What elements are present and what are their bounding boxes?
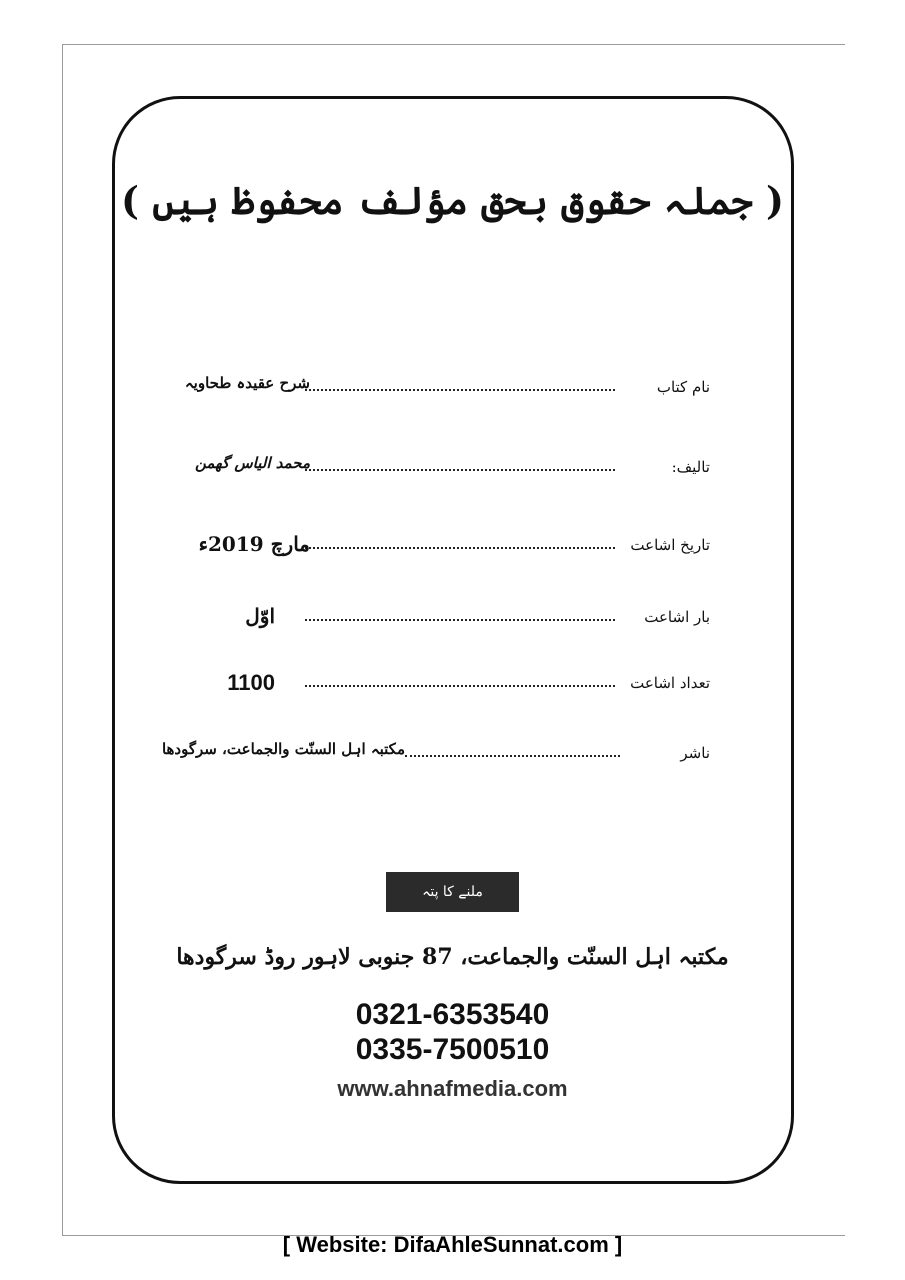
publisher-address: مکتبہ اہل السنّت والجماعت، 87 جنوبی لاہور روڈ سرگودھا [176,944,729,970]
detail-value: اوّل [245,604,275,628]
copyright-heading: ( جملہ حقوق بحق مؤلف محفوظ ہیں ) [121,178,784,223]
dotted-leader [305,619,615,621]
dotted-leader [305,685,615,687]
phone-number: 0335-7500510 [355,1033,550,1066]
dotted-leader [305,389,615,391]
detail-label: تاریخ اشاعت [630,536,710,554]
detail-label: نام کتاب [656,378,710,396]
detail-label: ناشر [680,744,710,762]
detail-value: 1100 [227,670,275,695]
website-link[interactable]: www.ahnafmedia.com [337,1076,568,1101]
detail-row-author [190,452,710,492]
detail-value: مکتبہ اہل السنّت والجماعت، سرگودھا [161,740,405,758]
detail-row-quantity [190,668,710,708]
availability-banner: ملنے کا پتہ [386,872,519,912]
detail-value: مارچ 2019ء [198,532,310,556]
phone-number: 0321-6353540 [355,998,550,1031]
footer-website: [ Website: DifaAhleSunnat.com ] [282,1232,623,1257]
detail-value: شرح عقیدہ طحاویہ [184,374,310,392]
detail-row-edition [190,602,710,642]
detail-row-publisher [161,738,710,778]
detail-label: تالیف: [671,458,710,476]
detail-row-book-name [184,372,710,412]
dotted-leader [305,469,615,471]
detail-row-publish-date [190,530,710,570]
dotted-leader [405,755,620,757]
detail-label: بار اشاعت [644,608,710,626]
dotted-leader [305,547,615,549]
author-signature: محمد الیاس گھمن [195,454,310,472]
detail-label: تعداد اشاعت [630,674,710,692]
